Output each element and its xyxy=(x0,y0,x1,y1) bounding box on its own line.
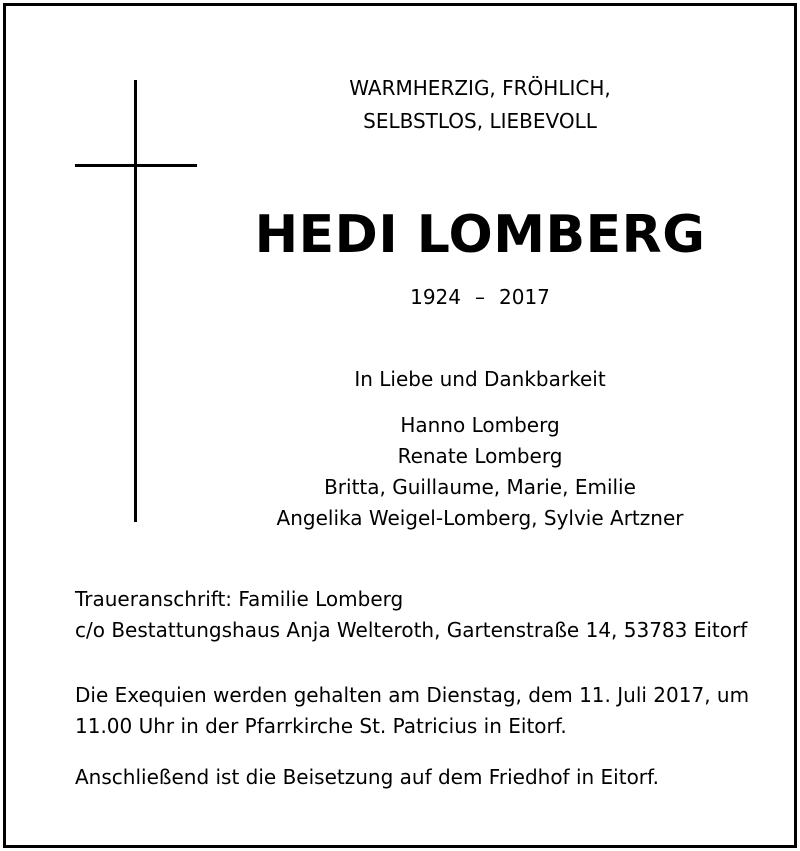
mourner-line: Britta, Guillaume, Marie, Emilie xyxy=(324,475,636,499)
address-line: Traueranschrift: Familie Lomberg xyxy=(75,587,404,611)
service-line: 11.00 Uhr in der Pfarrkirche St. Patricius in Eitorf. xyxy=(75,714,567,738)
birth-year: 1924 xyxy=(410,285,461,309)
cross-icon-horizontal-bar xyxy=(75,164,197,167)
motto-line: WARMHERZIG, FRÖHLICH, xyxy=(349,76,611,100)
mourners-list xyxy=(242,410,718,534)
life-dates xyxy=(242,282,718,312)
date-dash: – xyxy=(475,285,485,309)
service-line: Die Exequien werden gehalten am Dienstag, dem 11. Juli 2017, um xyxy=(75,683,750,707)
motto-line: SELBSTLOS, LIEBEVOLL xyxy=(363,109,597,133)
address-line: c/o Bestattungshaus Anja Welteroth, Gartenstraße 14, 53783 Eitorf xyxy=(75,618,748,642)
funeral-service-info xyxy=(75,680,775,742)
motto xyxy=(242,72,718,138)
mourner-line: Angelika Weigel-Lomberg, Sylvie Artzner xyxy=(276,506,684,530)
death-year: 2017 xyxy=(499,285,550,309)
mourning-address xyxy=(75,584,775,646)
dedication: In Liebe und Dankbarkeit xyxy=(354,367,606,391)
burial-info xyxy=(75,762,775,793)
mourner-line: Renate Lomberg xyxy=(397,444,563,468)
deceased-name: HEDI LOMBERG xyxy=(254,205,706,265)
mourner-line: Hanno Lomberg xyxy=(400,413,560,437)
cross-icon-vertical-bar xyxy=(134,80,137,522)
notice-frame xyxy=(3,3,797,848)
burial-line: Anschließend ist die Beisetzung auf dem Friedhof in Eitorf. xyxy=(75,765,659,789)
